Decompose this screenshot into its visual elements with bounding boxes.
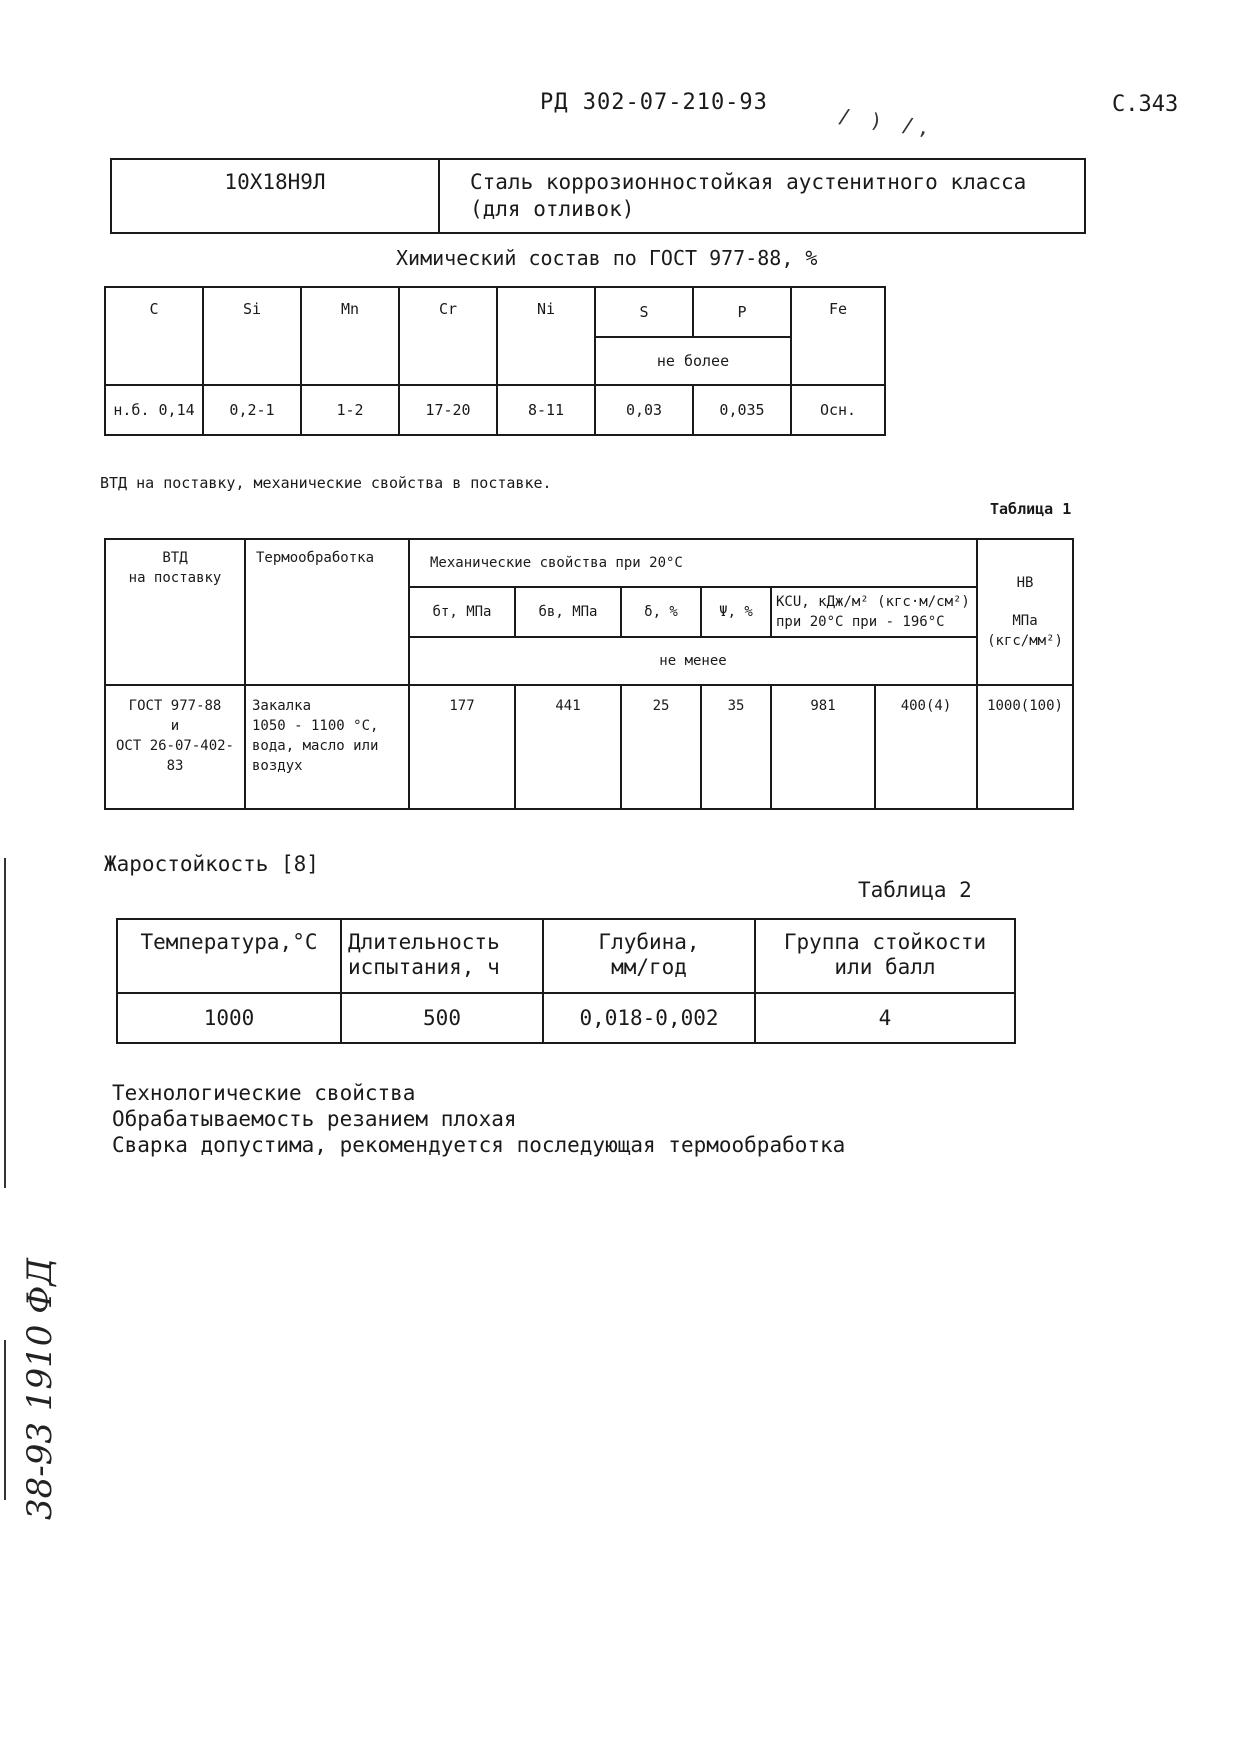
grade-description (439, 159, 1085, 233)
t1-row-hb: 1000(100) (977, 685, 1073, 809)
chemical-composition-title: Химический состав по ГОСТ 977-88, % (396, 246, 818, 270)
tech-welding: Сварка допустима, рекомендуется последующая термообработка (112, 1133, 846, 1157)
t1-row-vtd (105, 685, 245, 809)
tech-title: Технологические свойства (112, 1081, 416, 1105)
t2-header-duration-line1: Длительность (348, 930, 500, 954)
table1-label: Таблица 1 (990, 500, 1072, 518)
page-number: С.343 (1112, 92, 1179, 117)
t1-row-vtd-line4: 83 (166, 758, 184, 774)
t2-header-depth-line1: Глубина, (598, 930, 700, 954)
t1-sub-elongation: δ, % (621, 587, 701, 637)
heat-resistance-table (116, 918, 1016, 1044)
t2-header-duration-line2: испытания, ч (348, 955, 500, 979)
t2-row-depth: 0,018-0,002 (543, 993, 755, 1043)
handwritten-marks: / ) /, (836, 103, 936, 141)
chem-value-cr: 17-20 (399, 385, 497, 435)
grade-description-line2: (для отливок) (470, 197, 635, 221)
t2-header-depth (543, 919, 755, 993)
t1-header-hb-units1: МПа (1012, 613, 1038, 629)
t1-header-vtd (105, 539, 245, 685)
chem-header-c: C (105, 287, 203, 385)
t1-row-vtd-line1: ГОСТ 977-88 (128, 698, 222, 714)
t2-header-group-line2: или балл (834, 955, 936, 979)
t1-sub-yield: бт, МПа (409, 587, 515, 637)
t1-header-hb (977, 539, 1073, 685)
chem-header-p: P (693, 287, 791, 337)
t1-row-kcu-20: 981 (771, 685, 875, 809)
t2-row-duration: 500 (341, 993, 543, 1043)
chem-subheader-not-more: не более (595, 337, 791, 385)
mechanical-properties-table (104, 538, 1074, 810)
grade-name: 10Х18Н9Л (111, 159, 439, 233)
t1-sub-kcu-line1: KCU, кДж/м² (кгс·м/см²) (776, 594, 970, 610)
t1-row-heat-line2: 1050 - 1100 °С, (252, 718, 379, 734)
chem-value-p: 0,035 (693, 385, 791, 435)
chem-value-c: н.б. 0,14 (105, 385, 203, 435)
t1-row-reduction: 35 (701, 685, 771, 809)
t1-row-vtd-line3: ОСТ 26-07-402- (115, 738, 234, 754)
t1-row-yield: 177 (409, 685, 515, 809)
vtd-note: ВТД на поставку, механические свойства в поставке. (100, 474, 552, 492)
technological-properties (112, 1080, 845, 1158)
chem-value-ni: 8-11 (497, 385, 595, 435)
t1-row-heat-line1: Закалка (252, 698, 312, 714)
margin-line-upper (4, 858, 6, 1188)
t1-header-heat-treatment: Термообработка (245, 539, 409, 685)
document-code: РД 302-07-210-93 (540, 90, 768, 115)
t1-row-kcu-196: 400(4) (875, 685, 977, 809)
t2-header-group (755, 919, 1015, 993)
t2-row-temp: 1000 (117, 993, 341, 1043)
margin-line-lower (4, 1340, 6, 1500)
t2-header-depth-line2: мм/год (611, 955, 687, 979)
t1-sub-tensile: бв, МПа (515, 587, 621, 637)
grade-box (110, 158, 1086, 234)
t1-sub-kcu-line2: при 20°С при - 196°С (776, 614, 945, 630)
t2-header-group-line1: Группа стойкости (783, 930, 987, 954)
t1-row-heat-line3: вода, масло или (252, 738, 379, 754)
t1-header-hb-title: НВ (1016, 575, 1034, 591)
t1-row-heat (245, 685, 409, 809)
t1-header-vtd-line2: на поставку (128, 570, 222, 586)
chem-value-s: 0,03 (595, 385, 693, 435)
tech-machinability: Обрабатываемость резанием плохая (112, 1107, 517, 1131)
t1-header-mech: Механические свойства при 20°С (409, 539, 977, 587)
chem-value-fe: Осн. (791, 385, 885, 435)
margin-handwritten-note: 38-93 1910 ФД (20, 1257, 60, 1520)
t1-header-hb-units2: (кгс/мм²) (987, 633, 1063, 649)
chem-header-si: Si (203, 287, 301, 385)
t1-sub-reduction: Ψ, % (701, 587, 771, 637)
chem-header-fe: Fe (791, 287, 885, 385)
t2-row-group: 4 (755, 993, 1015, 1043)
t1-row-elongation: 25 (621, 685, 701, 809)
t1-row-tensile: 441 (515, 685, 621, 809)
t1-row-vtd-line2: и (170, 718, 180, 734)
t1-sub-kcu (771, 587, 977, 637)
t1-row-heat-line4: воздух (252, 758, 303, 774)
table2-label: Таблица 2 (858, 878, 972, 902)
chem-value-si: 0,2-1 (203, 385, 301, 435)
chem-header-mn: Mn (301, 287, 399, 385)
t1-header-vtd-line1: ВТД (162, 550, 188, 566)
chem-value-mn: 1-2 (301, 385, 399, 435)
heat-resistance-title: Жаростойкость [8] (104, 852, 319, 876)
chem-header-ni: Ni (497, 287, 595, 385)
grade-description-line1: Сталь коррозионностойкая аустенитного класса (470, 170, 1027, 194)
chem-header-s: S (595, 287, 693, 337)
t2-header-duration (341, 919, 543, 993)
t1-not-less: не менее (409, 637, 977, 685)
t2-header-temp: Температура,°С (117, 919, 341, 993)
chem-header-cr: Cr (399, 287, 497, 385)
chemical-composition-table (104, 286, 886, 436)
